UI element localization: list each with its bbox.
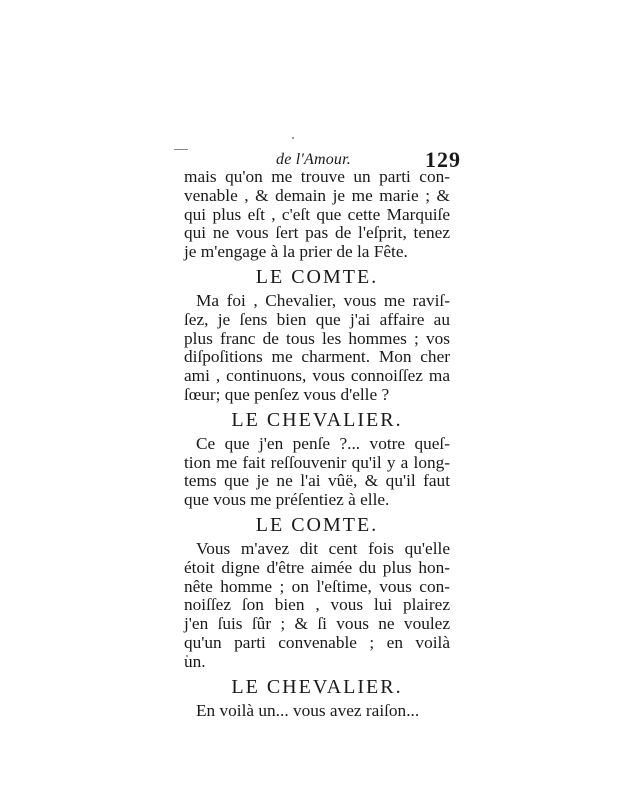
text-line: plus franc de tous les hommes ; vos (184, 328, 450, 348)
speaker-heading: LE CHEVALIER. (231, 675, 403, 698)
text-line: En voilà un... vous avez raiſon... (196, 700, 420, 720)
text-line: Ma foi , Chevalier, vous me raviſ- (196, 290, 450, 310)
text-line: ami , continuons, vous connoiſſez ma (184, 366, 450, 386)
text-line: un. (184, 651, 206, 671)
text-line: qui ne vous ſert pas de l'eſprit, tenez (184, 223, 450, 243)
speaker-heading: LE CHEVALIER. (231, 408, 403, 431)
text-line: Vous m'avez dit cent fois qu'elle (196, 538, 450, 558)
running-title: de l'Amour. (276, 151, 351, 168)
text-line: j'en ſuis ſûr ; & ſi vous ne voulez (184, 614, 450, 634)
text-line: qui plus eſt , c'eſt que cette Marquiſe (184, 204, 450, 224)
text-line: je m'engage à la prier de la Fête. (184, 242, 408, 262)
text-line: venable , & demain je me marie ; & (184, 185, 450, 205)
text-line: tems que je ne l'ai vûë, & qu'il faut (184, 471, 450, 491)
ink-speck (292, 137, 294, 139)
page-number: 129 (425, 147, 461, 172)
text-line: ſœur; que penſez vous d'elle ? (184, 384, 390, 404)
text-line: que vous me préſentiez à elle. (184, 490, 390, 510)
text-line: ſez, je ſens bien que j'ai affaire au (184, 309, 450, 329)
speaker-heading: LE COMTE. (255, 513, 379, 536)
text-line: qu'un parti convenable ; en voilà (184, 632, 450, 652)
text-line: diſpoſitions me charment. Mon cher (184, 347, 450, 367)
text-line: noiſſez ſon bien , vous lui plairez (184, 595, 450, 615)
text-line: mais qu'on me trouve un parti con- (184, 167, 450, 186)
speaker-heading: LE COMTE. (255, 265, 379, 288)
text-line: nête homme ; on l'eſtime, vous con- (184, 576, 450, 596)
text-line: Ce que j'en penſe ?... votre queſ- (196, 433, 450, 453)
text-line: étoit digne d'être aimée du plus hon- (184, 557, 450, 577)
dialogue-text (184, 168, 450, 720)
text-line: tion me fait reſſouvenir qu'il y a long- (184, 452, 450, 472)
printer-mark (174, 149, 188, 150)
